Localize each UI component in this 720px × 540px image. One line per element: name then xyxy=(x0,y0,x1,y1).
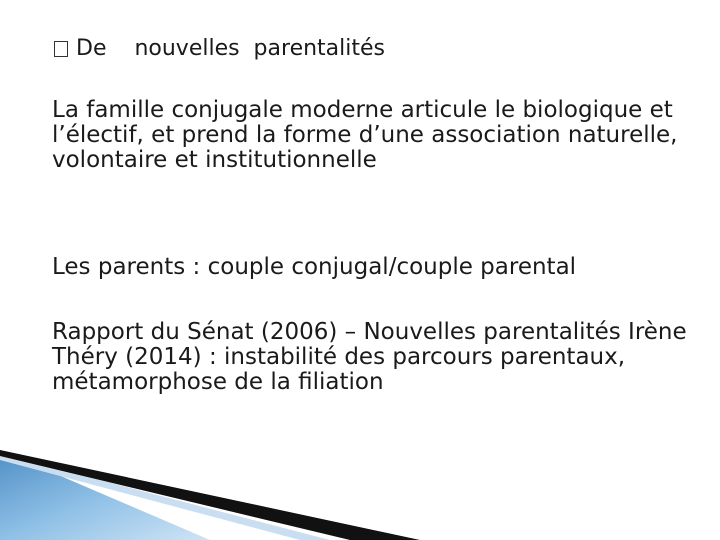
paragraph-rapport: Rapport du Sénat (2006) – Nouvelles parentalités Irène Théry (2014) : instabilité des parcours parentaux, métamorphose de la filiation xyxy=(52,319,687,395)
paragraph-famille: La famille conjugale moderne articule le biologique et l’électif, et prend la forme d’une association naturelle, volontaire et institutionnelle xyxy=(52,97,678,173)
heading-text: De nouvelles parentalités xyxy=(76,36,385,61)
paragraph-parents: Les parents : couple conjugal/couple parental xyxy=(52,254,577,280)
decorative-corner-swoosh xyxy=(0,450,420,540)
slide-heading xyxy=(54,36,694,62)
square-bullet-icon xyxy=(54,41,68,57)
